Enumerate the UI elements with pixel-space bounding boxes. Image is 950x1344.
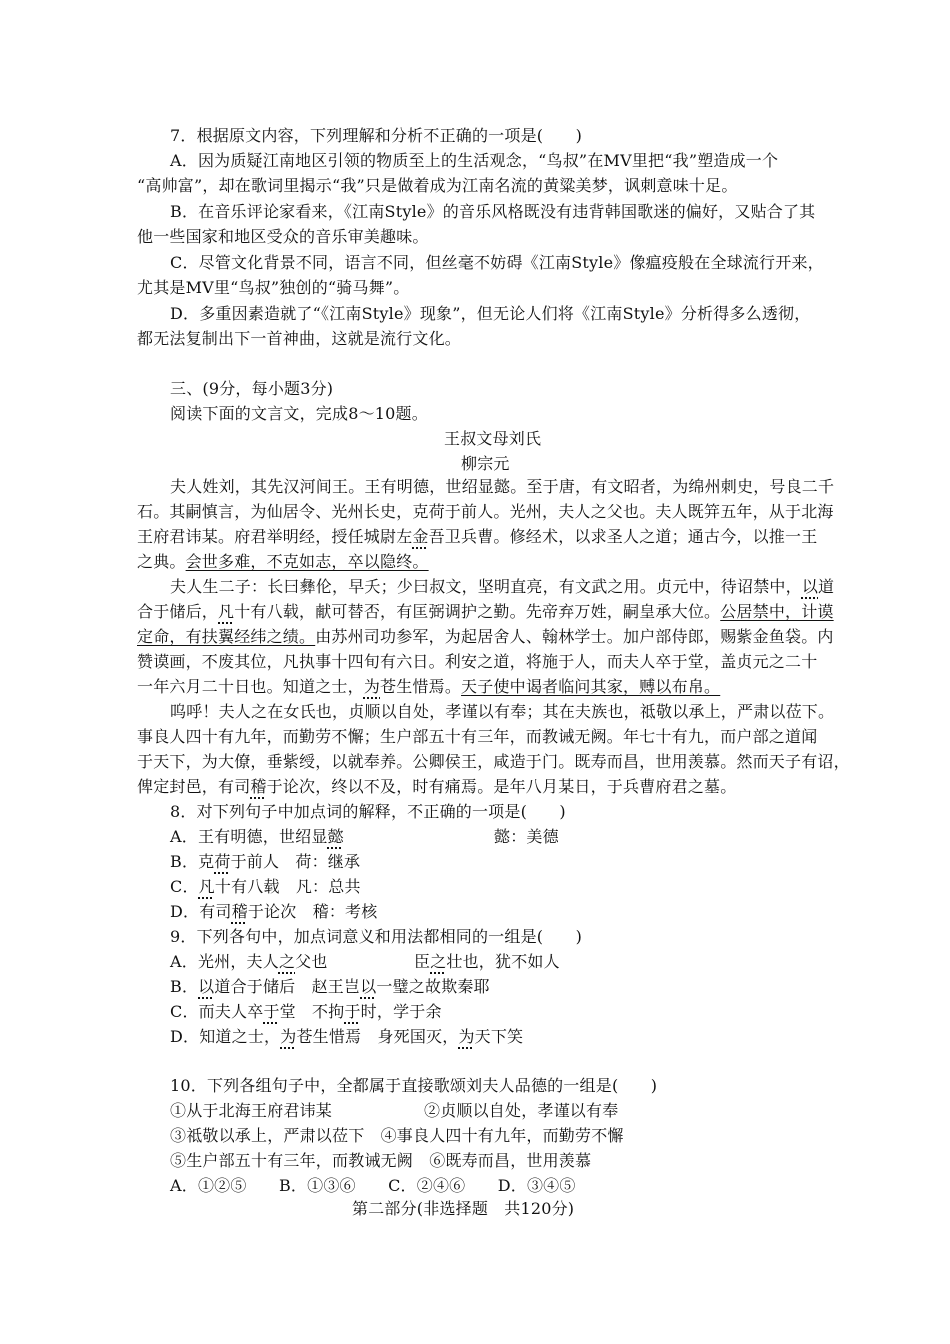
- passage-p3-line4: 俾定封邑，有司稽于论次，终以不及，时有痛焉。是年八月某日，于兵曹府君之墓。: [137, 777, 737, 796]
- passage-p2-line2: 合于储后，凡十有八载，献可替否，有匡弼调护之勤。先帝弃万姓，嗣皇承大位。公居禁中，计谟: [137, 602, 834, 621]
- dotted-word: 为: [363, 677, 381, 696]
- q9-option-d: D．知道之士，为苍生惜焉 身死国灭，为天下笑: [170, 1027, 524, 1046]
- dotted-word: 之: [430, 952, 447, 971]
- passage-p2-line3: 定命，有扶翼经纬之绩。由苏州司功参军，为起居舍人、翰林学士。加户部侍郎，赐紫金鱼袋。内: [137, 627, 834, 646]
- q7-stem: 7．根据原文内容，下列理解和分析不正确的一项是( ): [170, 126, 583, 145]
- q10-item-1: ①从于北海王府君讳某: [170, 1101, 333, 1120]
- dotted-word: 稽: [231, 902, 248, 921]
- dotted-word: 懿: [327, 827, 344, 846]
- underlined-sentence: 定命，有扶翼经纬之绩。: [137, 627, 316, 646]
- passage-title: 王叔文母刘氏: [444, 429, 542, 448]
- passage-p1-line2: 石。其嗣慎言，为仙居令、光州长史，克荷于前人。光州，夫人之父也。夫人既笄五年，从于北海: [137, 502, 834, 521]
- q10-items-5-6: ⑤生户部五十有三年，而教诫无阙 ⑥既寿而昌，世用羡慕: [170, 1151, 592, 1170]
- q9-option-a-compare: 臣之壮也，犹不如人: [414, 952, 560, 971]
- dotted-word: 以: [801, 577, 819, 596]
- q8-option-a-explanation: 懿：美德: [494, 827, 559, 846]
- q10-stem: 10．下列各组句子中，全都属于直接歌颂刘夫人品德的一组是( ): [170, 1076, 658, 1095]
- dotted-word: 之: [278, 952, 296, 971]
- dotted-word: 为: [280, 1027, 297, 1046]
- q7-option-b-cont: 他一些国家和地区受众的音乐审美趣味。: [137, 227, 429, 246]
- q7-option-a: A．因为质疑江南地区引领的物质至上的生活观念，“鸟叔”在MV里把“我”塑造成一个: [170, 151, 779, 170]
- q7-option-d-cont: 都无法复制出下一首神曲，这就是流行文化。: [137, 329, 462, 348]
- q8-option-c: C．凡十有八载 凡：总共: [170, 877, 361, 896]
- passage-p3-line3: 于天下，为大僚，垂紫绶，以就奉养。公卿侯王，咸造于门。既寿而昌，世用羡慕。然而天子有诏，: [137, 752, 850, 771]
- passage-p2-line4: 赞谟画，不废其位，凡执事十四旬有六日。利安之道，将施于人，而夫人卒于堂，盖贞元之二十: [137, 652, 818, 671]
- section-intro: 阅读下面的文言文，完成8～10题。: [170, 404, 428, 423]
- q9-option-a: A．光州，夫人之父也: [170, 952, 328, 971]
- q9-option-b: B．以道合于储后 赵王岂以一璧之故欺秦耶: [170, 977, 490, 996]
- passage-p1-line3: 王府君讳某。府君举明经，授任城尉左金吾卫兵曹。修经术，以求圣人之道；通古今，以推一王: [137, 527, 818, 546]
- section-header: 三、(9分，每小题3分): [170, 379, 334, 398]
- passage-p3-line2: 事良人四十有九年，而勤劳不懈；生户部五十有三年，而教诫无阙。年七十有九，而户部之道闻: [137, 727, 818, 746]
- q10-item-2: ②贞顺以自处，孝谨以有奉: [424, 1101, 619, 1120]
- q7-option-c: C．尽管文化背景不同，语言不同，但丝毫不妨碍《江南Style》像瘟疫般在全球流行开来，: [170, 253, 824, 272]
- q9-option-c: C．而夫人卒于堂 不拘于时，学于余: [170, 1002, 442, 1021]
- dotted-word: 凡: [218, 602, 235, 621]
- q10-options: A．①②⑤ B．①③⑥ C．②④⑥ D．③④⑤: [170, 1176, 576, 1195]
- q8-option-a: A．王有明德，世绍显懿: [170, 827, 344, 846]
- dotted-word: 以: [360, 977, 377, 996]
- q7-option-d: D．多重因素造就了“《江南Style》现象”，但无论人们将《江南Style》分析得多么透彻，: [170, 304, 811, 323]
- dotted-word: 金: [412, 527, 429, 546]
- passage-p1-line4: 之典。会世多难，不克如志，卒以隐终。: [137, 552, 429, 571]
- q7-option-a-cont: “高帅富”，却在歌词里揭示“我”只是做着成为江南名流的黄粱美梦，讽刺意味十足。: [137, 176, 738, 195]
- passage-p1-line1: 夫人姓刘，其先汉河间王。王有明德，世绍显懿。至于唐，有文昭者，为绵州刺史，号良二千: [170, 477, 835, 496]
- dotted-word: 于: [263, 1002, 280, 1021]
- dotted-word: 以: [198, 977, 215, 996]
- dotted-word: 稽: [250, 777, 267, 796]
- q10-items-3-4: ③祗敬以承上，严肃以莅下 ④事良人四十有九年，而勤劳不懈: [170, 1126, 624, 1145]
- underlined-sentence: 公居禁中，计谟: [720, 602, 834, 621]
- q8-option-b: B．克荷于前人 荷：继承: [170, 852, 361, 871]
- passage-p2-line1: 夫人生二子：长曰彝伦，早夭；少曰叔文，坚明直亮，有文武之用。贞元中，待诏禁中，以道: [170, 577, 835, 596]
- q8-stem: 8．对下列句子中加点词的解释，不正确的一项是( ): [170, 802, 566, 821]
- underlined-sentence: 天子使中谒者临问其家，赙以布帛。: [461, 677, 721, 696]
- q7-option-c-cont: 尤其是MV里“鸟叔”独创的“骑马舞”。: [137, 278, 410, 297]
- part2-heading: 第二部分(非选择题 共120分): [352, 1199, 575, 1218]
- dotted-word: 凡: [198, 877, 215, 896]
- passage-p3-line1: 呜呼！夫人之在女氏也，贞顺以自处，孝谨以有奉；其在夫族也，祗敬以承上，严肃以莅下。: [170, 702, 835, 721]
- q7-option-b: B．在音乐评论家看来，《江南Style》的音乐风格既没有违背韩国歌迷的偏好，又贴合了其: [170, 202, 816, 221]
- passage-p2-line5: 一年六月二十日也。知道之士，为苍生惜焉。天子使中谒者临问其家，赙以布帛。: [137, 677, 721, 696]
- passage-author: 柳宗元: [461, 454, 510, 473]
- dotted-word: 于: [344, 1002, 361, 1021]
- underlined-sentence: 会世多难，不克如志，卒以隐终。: [185, 552, 429, 571]
- dotted-word: 荷: [214, 852, 231, 871]
- q9-stem: 9．下列各句中，加点词意义和用法都相同的一组是( ): [170, 927, 583, 946]
- dotted-word: 为: [458, 1027, 475, 1046]
- q8-option-d: D．有司稽于论次 稽：考核: [170, 902, 378, 921]
